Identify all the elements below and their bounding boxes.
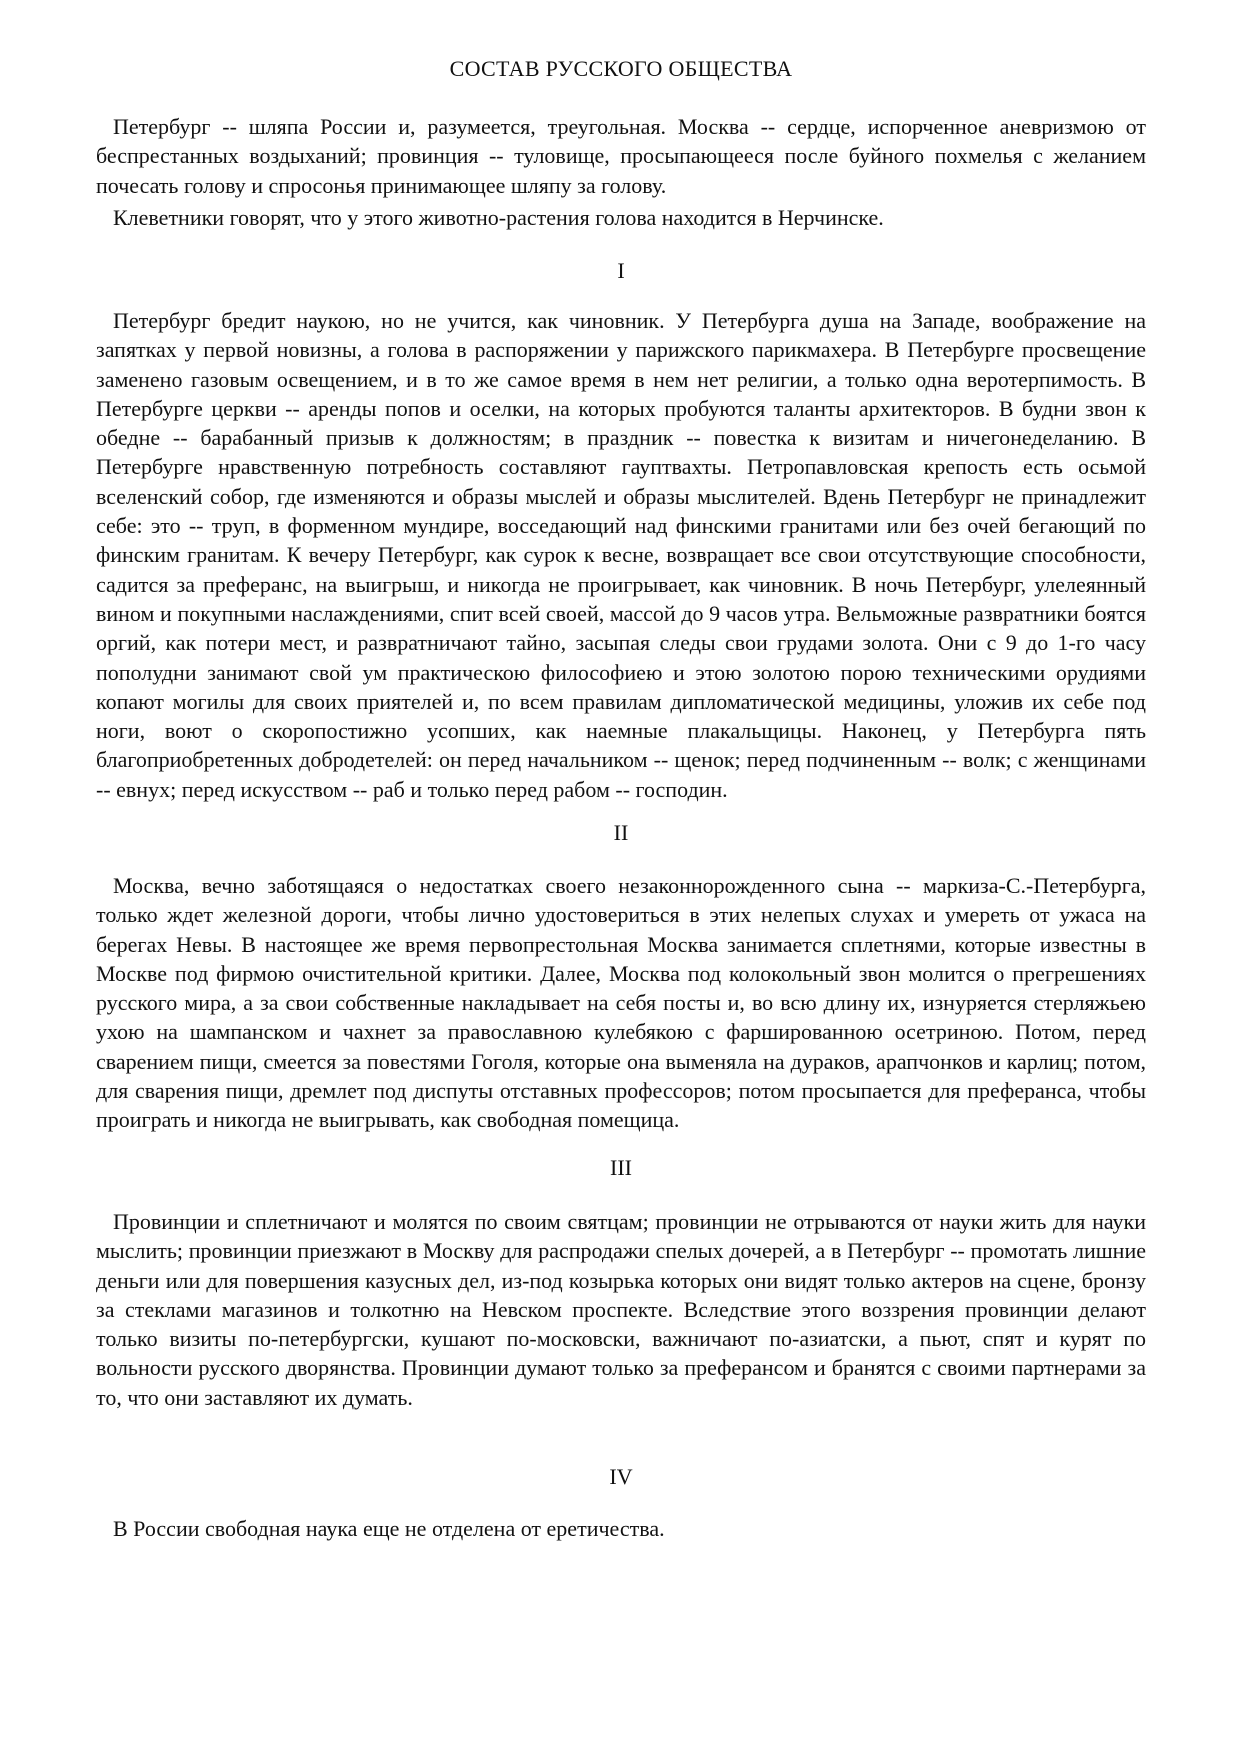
section-heading-3: III bbox=[610, 1155, 632, 1180]
intro-paragraph-1: Петербург -- шляпа России и, разумеется, треугольная. Москва -- сердце, испорченное аневризмою от беспрестанных воздыханий; провинция -- туловище, просыпающееся после буйного похмелья с желанием почесать голову и спросонья принимающее шляпу за голову. bbox=[96, 114, 1146, 198]
section-paragraph-3: Провинции и сплетничают и молятся по своим святцам; провинции не отрываются от науки жить для науки мыслить; провинции приезжают в Москву для распродажи спелых дочерей, а в Петербург -- промотать лишние деньги или для повершения казусных дел, из-под козырька которых они видят только актеров на сцене, бронзу за стеклами магазинов и толкотню на Невском проспекте. Вследствие этого воззрения провинции делают только визиты по-петербургски, кушают по-московски, важничают по-азиатски, а пьют, спят и курят по вольности русского дворянства. Провинции думают только за преферансом и бранятся с своими партнерами за то, что они заставляют их думать. bbox=[96, 1209, 1146, 1410]
section-paragraph-2: Москва, вечно заботящаяся о недостатках своего незаконнорожденного сына -- маркиза-С.-Петербурга, только ждет железной дороги, чтобы лично удостовериться в этих нелепых слухах и умереть от ужаса на берегах Невы. В настоящее же время первопрестольная Москва занимается сплетнями, которые известны в Москве под фирмою очистительной критики. Далее, Москва под колокольный звон молится о прегрешениях русского мира, а за свои собственные накладывает на себя посты и, во всю длину их, изнуряется стерляжьею ухою на шампанском и чахнет за православною кулебякою с фаршированною осетриною. Потом, перед сварением пищи, смеется за повестями Гоголя, которые она выменяла на дураков, арапчонков и карлиц; потом, для сварения пищи, дремлет под диспуты отставных профессоров; потом просыпается для преферанса, чтобы проиграть и никогда не выигрывать, как свободная помещица. bbox=[96, 873, 1146, 1133]
document-title: СОСТАВ РУССКОГО ОБЩЕСТВА bbox=[449, 56, 793, 81]
section-heading-1: I bbox=[617, 258, 625, 283]
section-paragraph-1: Петербург бредит наукою, но не учится, как чиновник. У Петербурга душа на Западе, воображение на запятках у первой новизны, а голова в распоряжении у парижского парикмахера. В Петербурге просвещение заменено газовым освещением, и в то же самое время в нем нет религии, а только одна веротерпимость. В Петербурге церкви -- аренды попов и оселки, на которых пробуются таланты архитекторов. В будни звон к обедне -- барабанный призыв к должностям; в праздник -- повестка к визитам и ничегонеделанию. В Петербурге нравственную потребность составляют гауптвахты. Петропавловская крепость есть осьмой вселенский собор, где изменяются и образы мыслей и образы мыслителей. Вдень Петербург не принадлежит себе: это -- труп, в форменном мундире, восседающий над финскими гранитами или без очей бегающий по финским гранитам. К вечеру Петербург, как сурок к весне, возвращает все свои отсутствующие способности, садится за преферанс, на выигрыш, и никогда не проигрывает, как чиновник. В ночь Петербург, улелеянный вином и покупными наслаждениями, спит всей своей, массой до 9 часов утра. Вельможные развратники боятся оргий, как потери мест, и развратничают тайно, засыпая следы свои грудами золота. Они с 9 до 1-го часу пополудни занимают свой ум практическою философиею и этою золотою порою техническими орудиями копают могилы для своих приятелей и, по всем правилам дипломатической медицины, уложив их себе под ноги, воют о скоропостижно усопших, как наемные плакальщицы. Наконец, у Петербурга пять благоприобретенных добродетелей: он перед начальником -- щенок; перед подчиненным -- волк; с женщинами -- евнух; перед искусством -- раб и только перед рабом -- господин. bbox=[96, 308, 1146, 802]
section-paragraph-4: В России свободная наука еще не отделена от еретичества. bbox=[113, 1516, 665, 1541]
section-heading-2: II bbox=[613, 820, 629, 845]
section-heading-4: IV bbox=[609, 1464, 633, 1489]
intro-paragraph-2: Клеветники говорят, что у этого животно-растения голова находится в Нерчинске. bbox=[113, 205, 884, 230]
